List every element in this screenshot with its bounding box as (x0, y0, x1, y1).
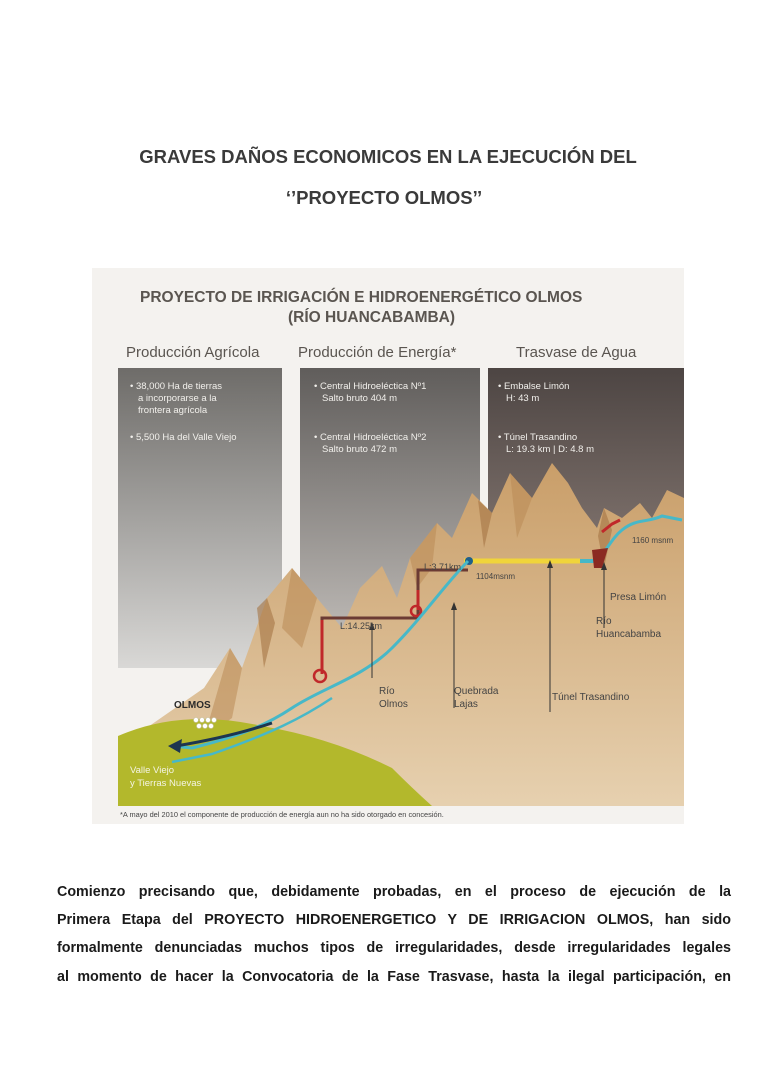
trasvase-bullet-2-line-1: • Túnel Trasandino (498, 432, 578, 443)
label-tunel: Túnel Trasandino (552, 692, 630, 703)
label-alt-1160: 1160 msnm (632, 536, 674, 545)
label-rio-huanca-1: Río (596, 616, 612, 627)
label-alt-1104: 1104msnm (476, 572, 515, 581)
page-title-line-2: ‘’PROYECTO OLMOS’’ (285, 187, 483, 208)
body-paragraph (57, 878, 731, 991)
label-l1: L:14.25km (340, 621, 383, 631)
label-quebrada-1: Quebrada (454, 686, 499, 697)
label-rio-olmos-2: Olmos (379, 699, 408, 710)
column-heading-agricola: Producción Agrícola (126, 344, 260, 361)
page-title-line-1: GRAVES DAÑOS ECONOMICOS EN LA EJECUCIÓN DEL (139, 146, 637, 167)
energia-bullet-1-line-2: Salto bruto 404 m (322, 393, 397, 404)
energia-bullet-2-line-2: Salto bruto 472 m (322, 444, 397, 455)
agricola-bullet-1-line-1: • 38,000 Ha de tierras (130, 381, 223, 392)
label-rio-huanca-2: Huancabamba (596, 629, 662, 640)
energia-bullet-1-line-1: • Central Hidroeléctica Nº1 (314, 381, 427, 392)
project-diagram (92, 268, 684, 824)
label-valle-1: Valle Viejo (130, 765, 175, 776)
figure-footnote: *A mayo del 2010 el componente de producción de energía aun no ha sido otorgado en concesión. (120, 810, 444, 819)
label-olmos: OLMOS (174, 700, 211, 711)
label-presa: Presa Limón (610, 592, 667, 603)
figure-title-line-2: (RÍO HUANCABAMBA) (288, 309, 456, 326)
energia-bullet-2-line-1: • Central Hidroeléctica Nº2 (314, 432, 427, 443)
trasvase-bullet-1-line-1: • Embalse Limón (498, 381, 570, 392)
label-l2: L:3.71km (424, 562, 462, 572)
agricola-bullet-2: • 5,500 Ha del Valle Viejo (130, 432, 237, 443)
column-heading-energia: Producción de Energía* (298, 344, 457, 361)
body-line-2: Primera Etapa del PROYECTO HIDROENERGETICO Y DE IRRIGACION OLMOS, han sido (57, 912, 731, 929)
label-valle-2: y Tierras Nuevas (130, 778, 202, 789)
agricola-bullet-1-line-2: a incorporarse a la (138, 393, 217, 404)
agricola-bullet-1-line-3: frontera agrícola (138, 405, 208, 416)
column-heading-trasvase: Trasvase de Agua (516, 344, 637, 361)
trasvase-bullet-2-line-2: L: 19.3 km | D: 4.8 m (506, 444, 595, 455)
label-quebrada-2: Lajas (454, 699, 478, 710)
trasvase-bullet-1-line-2: H: 43 m (506, 393, 540, 404)
body-line-4: al momento de hacer la Convocatoria de la Fase Trasvase, hasta la ilegal participación, en (57, 968, 731, 985)
label-rio-olmos-1: Río (379, 686, 395, 697)
body-line-1: Comienzo precisando que, debidamente probadas, en el proceso de ejecución de la (57, 884, 731, 900)
figure-title-line-1: PROYECTO DE IRRIGACIÓN E HIDROENERGÉTICO OLMOS (140, 289, 583, 306)
body-line-3: formalmente denunciadas muchos tipos de irregularidades, desde irregularidades legales (57, 940, 731, 957)
